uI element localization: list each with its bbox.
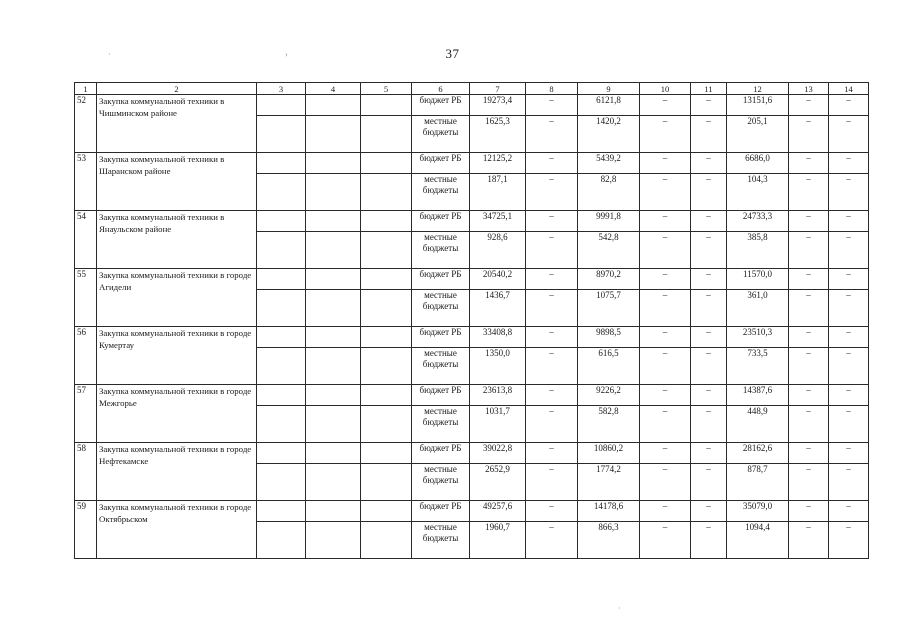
dash-cell: – xyxy=(526,269,578,290)
item-name-cell: Закупка коммунальной техники в городе Октябрьском xyxy=(97,501,257,559)
dash-cell: – xyxy=(829,174,869,211)
amount-col9-cell: 82,8 xyxy=(578,174,640,211)
column-number-header-row xyxy=(75,83,869,95)
dash-cell: – xyxy=(691,385,727,406)
column-header: 13 xyxy=(789,83,829,95)
dash-cell: – xyxy=(691,406,727,443)
dash-cell: – xyxy=(829,501,869,522)
dash-cell: – xyxy=(789,290,829,327)
dash-cell: – xyxy=(526,211,578,232)
dash-cell: – xyxy=(691,348,727,385)
dash-cell: – xyxy=(526,95,578,116)
dash-cell: – xyxy=(640,174,691,211)
scan-speck: · xyxy=(108,50,111,59)
empty-cell xyxy=(257,174,306,211)
empty-cell xyxy=(361,443,412,464)
funding-source-cell: бюджет РБ xyxy=(412,443,470,464)
dash-cell: – xyxy=(691,116,727,153)
dash-cell: – xyxy=(640,327,691,348)
dash-cell: – xyxy=(691,522,727,559)
empty-cell xyxy=(257,327,306,348)
table-row-rb xyxy=(75,269,869,290)
dash-cell: – xyxy=(640,406,691,443)
dash-cell: – xyxy=(526,174,578,211)
amount-col12-cell: 205,1 xyxy=(727,116,789,153)
column-header: 14 xyxy=(829,83,869,95)
dash-cell: – xyxy=(789,443,829,464)
amount-col12-cell: 28162,6 xyxy=(727,443,789,464)
funding-source-cell: бюджет РБ xyxy=(412,385,470,406)
total-amount-cell: 1350,0 xyxy=(470,348,526,385)
dash-cell: – xyxy=(829,464,869,501)
row-number-cell: 56 xyxy=(75,327,97,385)
empty-cell xyxy=(306,153,361,174)
dash-cell: – xyxy=(526,153,578,174)
empty-cell xyxy=(257,290,306,327)
amount-col9-cell: 542,8 xyxy=(578,232,640,269)
dash-cell: – xyxy=(526,290,578,327)
scan-speck: › xyxy=(285,50,288,59)
empty-cell xyxy=(257,232,306,269)
funding-source-cell: бюджет РБ xyxy=(412,153,470,174)
column-header: 7 xyxy=(470,83,526,95)
funding-source-cell: бюджет РБ xyxy=(412,95,470,116)
dash-cell: – xyxy=(691,269,727,290)
funding-source-cell: бюджет РБ xyxy=(412,269,470,290)
dash-cell: – xyxy=(829,385,869,406)
amount-col9-cell: 9991,8 xyxy=(578,211,640,232)
column-header: 12 xyxy=(727,83,789,95)
table-row-rb xyxy=(75,443,869,464)
dash-cell: – xyxy=(789,385,829,406)
row-number-cell: 59 xyxy=(75,501,97,559)
dash-cell: – xyxy=(691,464,727,501)
total-amount-cell: 1031,7 xyxy=(470,406,526,443)
dash-cell: – xyxy=(526,406,578,443)
total-amount-cell: 2652,9 xyxy=(470,464,526,501)
dash-cell: – xyxy=(789,232,829,269)
empty-cell xyxy=(361,153,412,174)
table-row-rb xyxy=(75,385,869,406)
amount-col12-cell: 385,8 xyxy=(727,232,789,269)
dash-cell: – xyxy=(789,327,829,348)
funding-source-cell: местные бюджеты xyxy=(412,348,470,385)
row-number-cell: 57 xyxy=(75,385,97,443)
dash-cell: – xyxy=(691,501,727,522)
amount-col9-cell: 8970,2 xyxy=(578,269,640,290)
dash-cell: – xyxy=(691,174,727,211)
amount-col9-cell: 1075,7 xyxy=(578,290,640,327)
empty-cell xyxy=(257,443,306,464)
amount-col12-cell: 13151,6 xyxy=(727,95,789,116)
empty-cell xyxy=(361,348,412,385)
amount-col12-cell: 35079,0 xyxy=(727,501,789,522)
amount-col12-cell: 6686,0 xyxy=(727,153,789,174)
amount-col12-cell: 11570,0 xyxy=(727,269,789,290)
column-header: 10 xyxy=(640,83,691,95)
row-number-cell: 52 xyxy=(75,95,97,153)
amount-col9-cell: 1774,2 xyxy=(578,464,640,501)
dash-cell: – xyxy=(829,348,869,385)
dash-cell: – xyxy=(789,406,829,443)
empty-cell xyxy=(257,211,306,232)
table-row-rb xyxy=(75,211,869,232)
empty-cell xyxy=(306,406,361,443)
amount-col12-cell: 104,3 xyxy=(727,174,789,211)
amount-col9-cell: 866,3 xyxy=(578,522,640,559)
program-table xyxy=(74,82,869,559)
empty-cell xyxy=(257,522,306,559)
total-amount-cell: 1625,3 xyxy=(470,116,526,153)
amount-col9-cell: 9898,5 xyxy=(578,327,640,348)
empty-cell xyxy=(361,327,412,348)
empty-cell xyxy=(306,269,361,290)
empty-cell xyxy=(361,501,412,522)
dash-cell: – xyxy=(829,290,869,327)
dash-cell: – xyxy=(640,232,691,269)
empty-cell xyxy=(257,385,306,406)
dash-cell: – xyxy=(640,290,691,327)
funding-source-cell: местные бюджеты xyxy=(412,464,470,501)
column-header: 8 xyxy=(526,83,578,95)
dash-cell: – xyxy=(829,443,869,464)
empty-cell xyxy=(361,211,412,232)
amount-col12-cell: 24733,3 xyxy=(727,211,789,232)
item-name-cell: Закупка коммунальной техники в Шаранском районе xyxy=(97,153,257,211)
dash-cell: – xyxy=(789,116,829,153)
amount-col9-cell: 1420,2 xyxy=(578,116,640,153)
dash-cell: – xyxy=(789,348,829,385)
amount-col9-cell: 616,5 xyxy=(578,348,640,385)
total-amount-cell: 20540,2 xyxy=(470,269,526,290)
dash-cell: – xyxy=(691,153,727,174)
page-number: 37 xyxy=(445,46,460,61)
dash-cell: – xyxy=(526,348,578,385)
dash-cell: – xyxy=(789,174,829,211)
dash-cell: – xyxy=(829,116,869,153)
funding-source-cell: бюджет РБ xyxy=(412,327,470,348)
empty-cell xyxy=(257,501,306,522)
funding-source-cell: местные бюджеты xyxy=(412,406,470,443)
amount-col9-cell: 6121,8 xyxy=(578,95,640,116)
empty-cell xyxy=(306,443,361,464)
total-amount-cell: 33408,8 xyxy=(470,327,526,348)
funding-source-cell: бюджет РБ xyxy=(412,211,470,232)
empty-cell xyxy=(361,290,412,327)
empty-cell xyxy=(361,406,412,443)
empty-cell xyxy=(306,385,361,406)
column-header: 3 xyxy=(257,83,306,95)
amount-col9-cell: 5439,2 xyxy=(578,153,640,174)
funding-source-cell: местные бюджеты xyxy=(412,522,470,559)
total-amount-cell: 23613,8 xyxy=(470,385,526,406)
total-amount-cell: 19273,4 xyxy=(470,95,526,116)
item-name-cell: Закупка коммунальной техники в Чишминском районе xyxy=(97,95,257,153)
item-name-cell: Закупка коммунальной техники в городе Кумертау xyxy=(97,327,257,385)
dash-cell: – xyxy=(691,290,727,327)
funding-source-cell: местные бюджеты xyxy=(412,174,470,211)
total-amount-cell: 49257,6 xyxy=(470,501,526,522)
empty-cell xyxy=(361,522,412,559)
funding-source-cell: бюджет РБ xyxy=(412,501,470,522)
empty-cell xyxy=(306,501,361,522)
row-number-cell: 53 xyxy=(75,153,97,211)
row-number-cell: 55 xyxy=(75,269,97,327)
table-row-rb xyxy=(75,95,869,116)
empty-cell xyxy=(361,95,412,116)
funding-source-cell: местные бюджеты xyxy=(412,116,470,153)
amount-col9-cell: 582,8 xyxy=(578,406,640,443)
dash-cell: – xyxy=(789,269,829,290)
dash-cell: – xyxy=(526,464,578,501)
dash-cell: – xyxy=(640,464,691,501)
amount-col12-cell: 361,0 xyxy=(727,290,789,327)
empty-cell xyxy=(361,232,412,269)
empty-cell xyxy=(361,116,412,153)
dash-cell: – xyxy=(526,443,578,464)
column-header: 6 xyxy=(412,83,470,95)
dash-cell: – xyxy=(789,211,829,232)
funding-source-cell: местные бюджеты xyxy=(412,232,470,269)
dash-cell: – xyxy=(640,501,691,522)
amount-col9-cell: 14178,6 xyxy=(578,501,640,522)
total-amount-cell: 1436,7 xyxy=(470,290,526,327)
row-number-cell: 54 xyxy=(75,211,97,269)
empty-cell xyxy=(257,269,306,290)
dash-cell: – xyxy=(640,522,691,559)
column-header: 4 xyxy=(306,83,361,95)
dash-cell: – xyxy=(691,95,727,116)
amount-col12-cell: 23510,3 xyxy=(727,327,789,348)
column-header: 11 xyxy=(691,83,727,95)
empty-cell xyxy=(257,95,306,116)
column-header: 5 xyxy=(361,83,412,95)
amount-col9-cell: 9226,2 xyxy=(578,385,640,406)
dash-cell: – xyxy=(789,522,829,559)
dash-cell: – xyxy=(829,406,869,443)
dash-cell: – xyxy=(640,269,691,290)
dash-cell: – xyxy=(640,385,691,406)
empty-cell xyxy=(257,153,306,174)
empty-cell xyxy=(257,406,306,443)
dash-cell: – xyxy=(829,232,869,269)
total-amount-cell: 39022,8 xyxy=(470,443,526,464)
dash-cell: – xyxy=(789,95,829,116)
funding-source-cell: местные бюджеты xyxy=(412,290,470,327)
dash-cell: – xyxy=(829,211,869,232)
dash-cell: – xyxy=(789,501,829,522)
empty-cell xyxy=(306,290,361,327)
empty-cell xyxy=(306,116,361,153)
empty-cell xyxy=(306,211,361,232)
amount-col12-cell: 14387,6 xyxy=(727,385,789,406)
column-header: 1 xyxy=(75,83,97,95)
dash-cell: – xyxy=(829,153,869,174)
dash-cell: – xyxy=(640,153,691,174)
dash-cell: – xyxy=(526,385,578,406)
dash-cell: – xyxy=(640,348,691,385)
dash-cell: – xyxy=(691,232,727,269)
empty-cell xyxy=(257,348,306,385)
dash-cell: – xyxy=(640,211,691,232)
dash-cell: – xyxy=(526,116,578,153)
amount-col12-cell: 448,9 xyxy=(727,406,789,443)
empty-cell xyxy=(257,464,306,501)
amount-col12-cell: 733,5 xyxy=(727,348,789,385)
total-amount-cell: 928,6 xyxy=(470,232,526,269)
table-row-rb xyxy=(75,501,869,522)
column-header: 2 xyxy=(97,83,257,95)
empty-cell xyxy=(361,174,412,211)
amount-col12-cell: 1094,4 xyxy=(727,522,789,559)
dash-cell: – xyxy=(640,443,691,464)
empty-cell xyxy=(361,464,412,501)
empty-cell xyxy=(306,327,361,348)
dash-cell: – xyxy=(526,327,578,348)
empty-cell xyxy=(306,348,361,385)
item-name-cell: Закупка коммунальной техники в городе Агидели xyxy=(97,269,257,327)
empty-cell xyxy=(306,232,361,269)
row-number-cell: 58 xyxy=(75,443,97,501)
dash-cell: – xyxy=(829,522,869,559)
dash-cell: – xyxy=(829,327,869,348)
empty-cell xyxy=(306,522,361,559)
dash-cell: – xyxy=(526,232,578,269)
scan-speck: · xyxy=(618,604,621,613)
dash-cell: – xyxy=(789,464,829,501)
dash-cell: – xyxy=(691,327,727,348)
dash-cell: – xyxy=(691,211,727,232)
dash-cell: – xyxy=(829,269,869,290)
dash-cell: – xyxy=(829,95,869,116)
total-amount-cell: 12125,2 xyxy=(470,153,526,174)
table-row-rb xyxy=(75,327,869,348)
amount-col9-cell: 10860,2 xyxy=(578,443,640,464)
amount-col12-cell: 878,7 xyxy=(727,464,789,501)
dash-cell: – xyxy=(691,443,727,464)
total-amount-cell: 187,1 xyxy=(470,174,526,211)
empty-cell xyxy=(306,464,361,501)
dash-cell: – xyxy=(526,501,578,522)
empty-cell xyxy=(306,174,361,211)
total-amount-cell: 34725,1 xyxy=(470,211,526,232)
empty-cell xyxy=(306,95,361,116)
total-amount-cell: 1960,7 xyxy=(470,522,526,559)
item-name-cell: Закупка коммунальной техники в городе Нефтекамске xyxy=(97,443,257,501)
empty-cell xyxy=(361,385,412,406)
dash-cell: – xyxy=(526,522,578,559)
dash-cell: – xyxy=(640,95,691,116)
table-row-rb xyxy=(75,153,869,174)
empty-cell xyxy=(361,269,412,290)
dash-cell: – xyxy=(640,116,691,153)
column-header: 9 xyxy=(578,83,640,95)
item-name-cell: Закупка коммунальной техники в Янаульском районе xyxy=(97,211,257,269)
empty-cell xyxy=(257,116,306,153)
item-name-cell: Закупка коммунальной техники в городе Межгорье xyxy=(97,385,257,443)
dash-cell: – xyxy=(789,153,829,174)
